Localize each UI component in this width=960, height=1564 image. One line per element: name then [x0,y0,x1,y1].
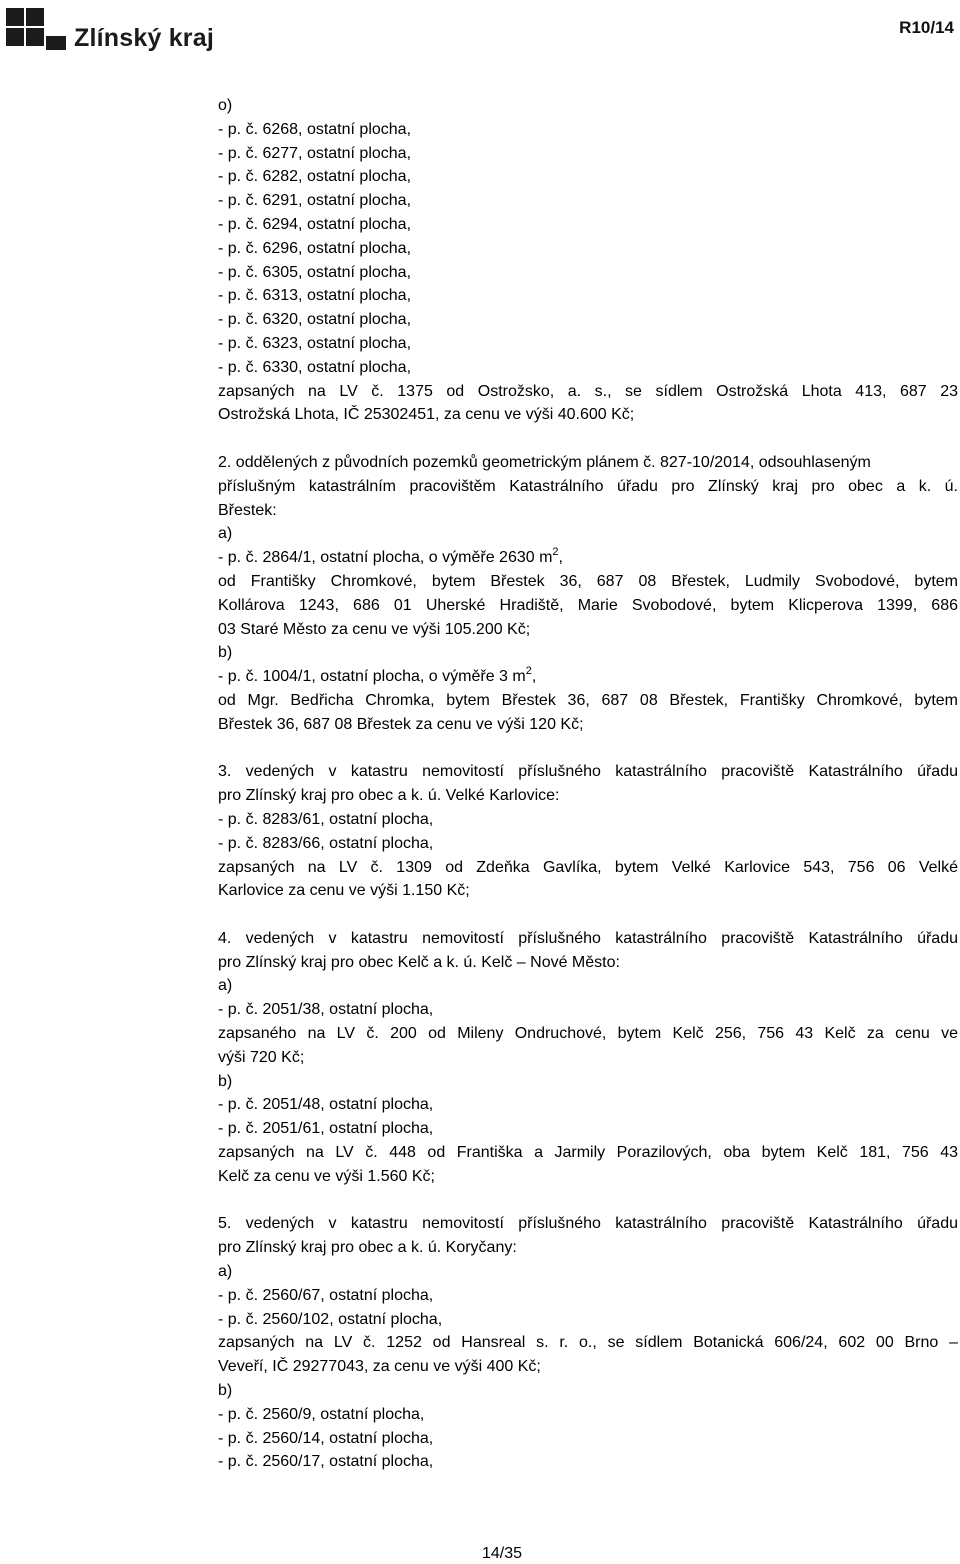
text-line [218,142,958,166]
text-line-content: - p. č. 6291, ostatní plocha, [218,192,412,210]
text-line [218,499,958,523]
text-line [218,284,958,308]
text-line [218,451,958,475]
text-line [218,189,958,213]
text-line-content: - p. č. 2051/61, ostatní plocha, [218,1120,434,1138]
text-line-content: Ostrožská Lhota, IČ 25302451, za cenu ve výši 40.600 Kč; [218,406,635,424]
text-line-content: - p. č. 2051/38, ostatní plocha, [218,1001,434,1019]
text-line-content: - p. č. 2560/9, ostatní plocha, [218,1405,425,1423]
text-line-content: a) [218,525,233,543]
text-line-content: zapsaných na LV č. 1252 od Hansreal s. r. o., se sídlem Botanická 606/24, 602 00 Brno – [218,1334,958,1352]
text-line [218,213,958,237]
text-line [218,237,958,261]
paragraph-gap [218,903,958,927]
text-line-content: - p. č. 1004/1, ostatní plocha, o výměře 3 m [218,668,526,686]
text-line-content: - p. č. 6320, ostatní plocha, [218,311,412,329]
text-line-content: od Mgr. Bedřicha Chromka, bytem Břestek 36, 687 08 Břestek, Františky Chromkové, bytem [218,691,958,709]
text-line [218,1141,958,1165]
text-line-content: - p. č. 2560/102, ostatní plocha, [218,1310,443,1328]
text-line [218,665,958,689]
text-line-content: zapsaných na LV č. 448 od Františka a Jarmily Porazilových, oba bytem Kelč 181, 756 43 [218,1144,958,1162]
text-line [218,1022,958,1046]
text-line [218,1236,958,1260]
text-line-content: - p. č. 6323, ostatní plocha, [218,334,412,352]
paragraph-gap [218,427,958,451]
text-line [218,118,958,142]
text-line [218,1331,958,1355]
text-line-content: zapsaného na LV č. 200 od Mileny Ondruchové, bytem Kelč 256, 756 43 Kelč za cenu ve [218,1025,958,1043]
text-line-content: - p. č. 2560/14, ostatní plocha, [218,1429,434,1447]
text-line-content: od Františky Chromkové, bytem Břestek 36, 687 08 Břestek, Ludmily Svobodové, bytem [218,572,958,590]
text-line [218,1403,958,1427]
text-line [218,618,958,642]
text-line-content: a) [218,1263,233,1281]
text-line [218,1308,958,1332]
text-line-content: o) [218,97,233,114]
superscript: 2 [525,665,532,678]
text-line-content: - p. č. 6294, ostatní plocha, [218,215,412,233]
text-line [218,356,958,380]
text-line [218,332,958,356]
text-line-content: 4. vedených v katastru nemovitostí příslušného katastrálního pracoviště Katastrálního úřadu [218,929,958,947]
text-line-content: zapsaných na LV č. 1375 od Ostrožsko, a. s., se sídlem Ostrožská Lhota 413, 687 23 [218,382,958,400]
text-line [218,760,958,784]
page-header [0,0,960,60]
text-line-content: - p. č. 2051/48, ostatní plocha, [218,1096,434,1114]
text-line-content: b) [218,1382,233,1400]
logo-squares-icon [6,8,68,52]
page-number: 14/35 [481,1545,523,1562]
paragraph-gap [218,1189,958,1213]
text-line-content: a) [218,977,233,995]
text-line-content: - p. č. 2560/17, ostatní plocha, [218,1453,434,1471]
text-line-content: zapsaných na LV č. 1309 od Zdeňka Gavlíka, bytem Velké Karlovice 543, 756 06 Velké [218,858,958,876]
text-line [218,261,958,285]
paragraph-gap [218,737,958,761]
text-line-content: pro Zlínský kraj pro obec Kelč a k. ú. Kelč – Nové Město: [218,953,620,971]
text-line-content: výši 720 Kč; [218,1048,305,1066]
text-line [218,1450,958,1474]
text-line [218,570,958,594]
page-footer [0,1544,960,1564]
text-line-content: - p. č. 6313, ostatní plocha, [218,287,412,305]
text-line-content: 3. vedených v katastru nemovitostí příslušného katastrálního pracoviště Katastrálního úřadu [218,763,958,781]
text-line-content: - p. č. 2864/1, ostatní plocha, o výměře 2630 m [218,549,553,567]
text-line [218,879,958,903]
text-line [218,475,958,499]
text-line [218,1260,958,1284]
text-line-content: Karlovice za cenu ve výši 1.150 Kč; [218,882,470,900]
document-reference: R10/14 [899,18,954,37]
text-line-content: b) [218,1072,233,1090]
text-line [218,713,958,737]
text-line-content: 2. oddělených z původních pozemků geometrickým plánem č. 827-10/2014, odsouhlaseným [218,453,871,471]
text-line-content: pro Zlínský kraj pro obec a k. ú. Velké Karlovice: [218,787,560,805]
text-line-content: - p. č. 6330, ostatní plocha, [218,358,412,376]
text-line-content: Břestek: [218,501,277,519]
text-line [218,1117,958,1141]
text-line-content: - p. č. 6305, ostatní plocha, [218,263,412,281]
text-line [218,1165,958,1189]
text-line [218,1046,958,1070]
text-line-suffix: , [558,549,563,567]
text-line [218,974,958,998]
text-line [218,403,958,427]
text-line-content: Břestek 36, 687 08 Břestek za cenu ve výši 120 Kč; [218,715,584,733]
text-line [218,832,958,856]
zlinsky-kraj-logo [6,8,214,56]
text-line-content: - p. č. 6268, ostatní plocha, [218,120,412,138]
text-line-content: b) [218,644,233,662]
text-line [218,951,958,975]
text-line [218,927,958,951]
text-line [218,94,958,118]
text-line-content: 5. vedených v katastru nemovitostí příslušného katastrálního pracoviště Katastrálního úřadu [218,1215,958,1233]
document-body [218,94,958,1474]
text-line [218,1212,958,1236]
text-line-content: - p. č. 8283/66, ostatní plocha, [218,834,434,852]
text-line-content: - p. č. 8283/61, ostatní plocha, [218,810,434,828]
text-line [218,808,958,832]
text-line [218,1379,958,1403]
text-line [218,522,958,546]
text-line-content: - p. č. 6277, ostatní plocha, [218,144,412,162]
text-line [218,165,958,189]
superscript: 2 [552,546,559,559]
text-line [218,784,958,808]
text-line [218,856,958,880]
text-line [218,1070,958,1094]
text-line [218,641,958,665]
text-line-content: příslušným katastrálním pracovištěm Katastrálního úřadu pro Zlínský kraj pro obec a k. ú. [218,477,958,495]
text-line [218,1355,958,1379]
text-line [218,594,958,618]
text-line-content: Kelč za cenu ve výši 1.560 Kč; [218,1167,435,1185]
text-line [218,998,958,1022]
text-line-content: - p. č. 6282, ostatní plocha, [218,168,412,186]
logo-text: Zlínský kraj [74,24,214,52]
text-line [218,380,958,404]
text-line-content: 03 Staré Město za cenu ve výši 105.200 Kč; [218,620,531,638]
text-line [218,308,958,332]
text-line-suffix: , [531,668,537,686]
text-line-content: - p. č. 2560/67, ostatní plocha, [218,1286,434,1304]
text-line-content: Veveří, IČ 29277043, za cenu ve výši 400 Kč; [218,1358,541,1376]
text-line [218,1093,958,1117]
text-line [218,546,958,570]
text-line [218,1284,958,1308]
text-line-content: Kollárova 1243, 686 01 Uherské Hradiště, Marie Svobodové, bytem Klicperova 1399, 686 [218,596,958,614]
text-line-content: - p. č. 6296, ostatní plocha, [218,239,412,257]
text-line-content: pro Zlínský kraj pro obec a k. ú. Koryčany: [218,1239,517,1257]
text-line [218,689,958,713]
text-line [218,1427,958,1451]
